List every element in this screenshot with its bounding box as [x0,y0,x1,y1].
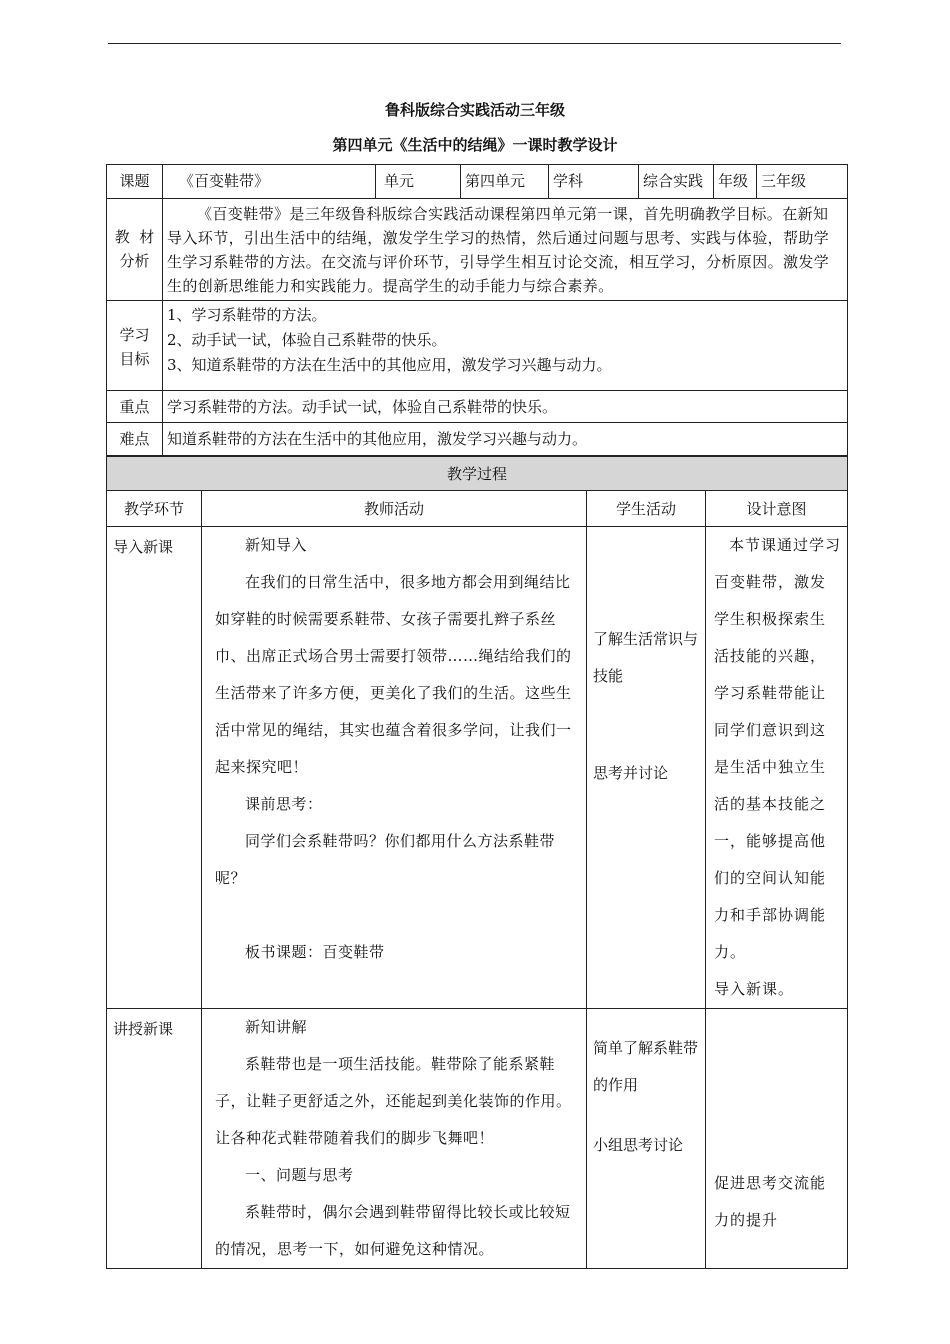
unit-label: 单元 [376,165,461,199]
process-title-row [107,457,848,491]
key-point-label: 重点 [107,391,163,423]
process-header-row [107,491,848,527]
teacher-para: 课前思考： [245,795,323,813]
analysis-label-line2: 分析 [119,252,150,270]
objectives-label [107,301,163,391]
analysis-row [107,199,848,301]
teacher-para: 系鞋带也是一项生活技能。鞋带除了能系紧鞋子，让鞋子更舒适之外，还能起到美化装饰的作用。让各种花式鞋带随着我们的脚步飞舞吧！ [215,1055,572,1147]
intent-text: 导入新课。 [714,980,795,998]
stage-cell: 讲授新课 [107,1009,202,1269]
teacher-cell [202,1009,587,1269]
doc-title-line1: 鲁科版综合实践活动三年级 [384,101,565,119]
topic-label: 课题 [107,165,163,199]
student-cell [587,527,706,1009]
process-row-intro [107,527,848,1009]
lesson-info-table [106,164,848,456]
spacer [215,897,574,934]
student-activity: 小组思考讨论 [593,1136,684,1154]
student-activity: 了解生活常识与技能 [593,630,699,685]
doc-title-line2: 第四单元《生活中的结绳》一课时教学设计 [332,136,618,154]
objectives-label-line2: 目标 [119,350,150,368]
grade-value: 三年级 [757,165,848,199]
process-row-teach [107,1009,848,1269]
col-header-intent: 设计意图 [706,491,848,527]
intent-text: 本节课通过学习百变鞋带，激发学生积极探索生活技能的兴趣，学习系鞋带能让同学们意识到这是生活中独立生活的基本技能之一，能够提高他们的空间认知能力和手部协调能力。 [714,536,842,961]
topic-value: 《百变鞋带》 [163,165,376,199]
analysis-label-line1: 教 材 [114,228,155,246]
col-header-stage: 教学环节 [107,491,202,527]
subject-value: 综合实践 [639,165,714,199]
key-point-text: 学习系鞋带的方法。动手试一试，体验自己系鞋带的快乐。 [163,391,848,423]
intent-cell [706,527,848,1009]
objective-item: 3、知道系鞋带的方法在生活中的其他应用，激发学习兴趣与动力。 [167,356,612,374]
objectives-row [107,301,848,391]
subject-label: 学科 [549,165,639,199]
key-point-row [107,391,848,423]
teacher-para: 新知导入 [245,536,308,554]
intent-cell [706,1009,848,1269]
student-activity: 简单了解系鞋带的作用 [593,1039,699,1094]
student-activity: 思考并讨论 [593,764,669,782]
teacher-para: 一、问题与思考 [245,1166,354,1184]
stage-cell: 导入新课 [107,527,202,1009]
objectives-list [163,301,848,391]
teacher-cell [202,527,587,1009]
header-rule [108,43,841,44]
objectives-label-line1: 学习 [119,326,150,344]
difficulty-row [107,423,848,456]
difficulty-label: 难点 [107,423,163,456]
teacher-para: 新知讲解 [245,1018,308,1036]
student-cell [587,1009,706,1269]
info-row [107,165,848,199]
objective-item: 2、动手试一试，体验自己系鞋带的快乐。 [167,331,447,349]
col-header-student: 学生活动 [587,491,706,527]
process-table [106,456,848,1269]
col-header-teacher: 教师活动 [202,491,587,527]
objective-item: 1、学习系鞋带的方法。 [167,306,327,324]
difficulty-text: 知道系鞋带的方法在生活中的其他应用，激发学习兴趣与动力。 [163,423,848,456]
teacher-para: 板书课题：百变鞋带 [245,943,385,961]
analysis-label [107,199,163,301]
process-title: 教学过程 [107,457,848,491]
intent-text: 促进思考交流能力的提升 [714,1174,827,1229]
grade-label: 年级 [714,165,757,199]
unit-value: 第四单元 [461,165,549,199]
teacher-para: 系鞋带时，偶尔会遇到鞋带留得比较长或比较短的情况，思考一下，如何避免这种情况。 [215,1203,571,1258]
teacher-para: 在我们的日常生活中，很多地方都会用到绳结比如穿鞋的时候需要系鞋带、女孩子需要扎辫子系丝巾、出席正式场合男士需要打领带……绳结给我们的生活带来了许多方便，更美化了我们的生活。这些生活中常见的绳结，其实也蕴含着很多学问，让我们一起来探究吧！ [215,573,572,776]
analysis-text: 《百变鞋带》是三年级鲁科版综合实践活动课程第四单元第一课，首先明确教学目标。在新知导入环节，引出生活中的结绳，激发学生学习的热情，然后通过问题与思考、实践与体验，帮助学生学习系鞋带的方法。在交流与评价环节，引导学生相互讨论交流，相互学习，分析原因。激发学生的创新思维能力和实践能力。提高学生的动手能力与综合素养。 [163,199,848,301]
teacher-para: 同学们会系鞋带吗？你们都用什么方法系鞋带呢？ [215,832,556,887]
